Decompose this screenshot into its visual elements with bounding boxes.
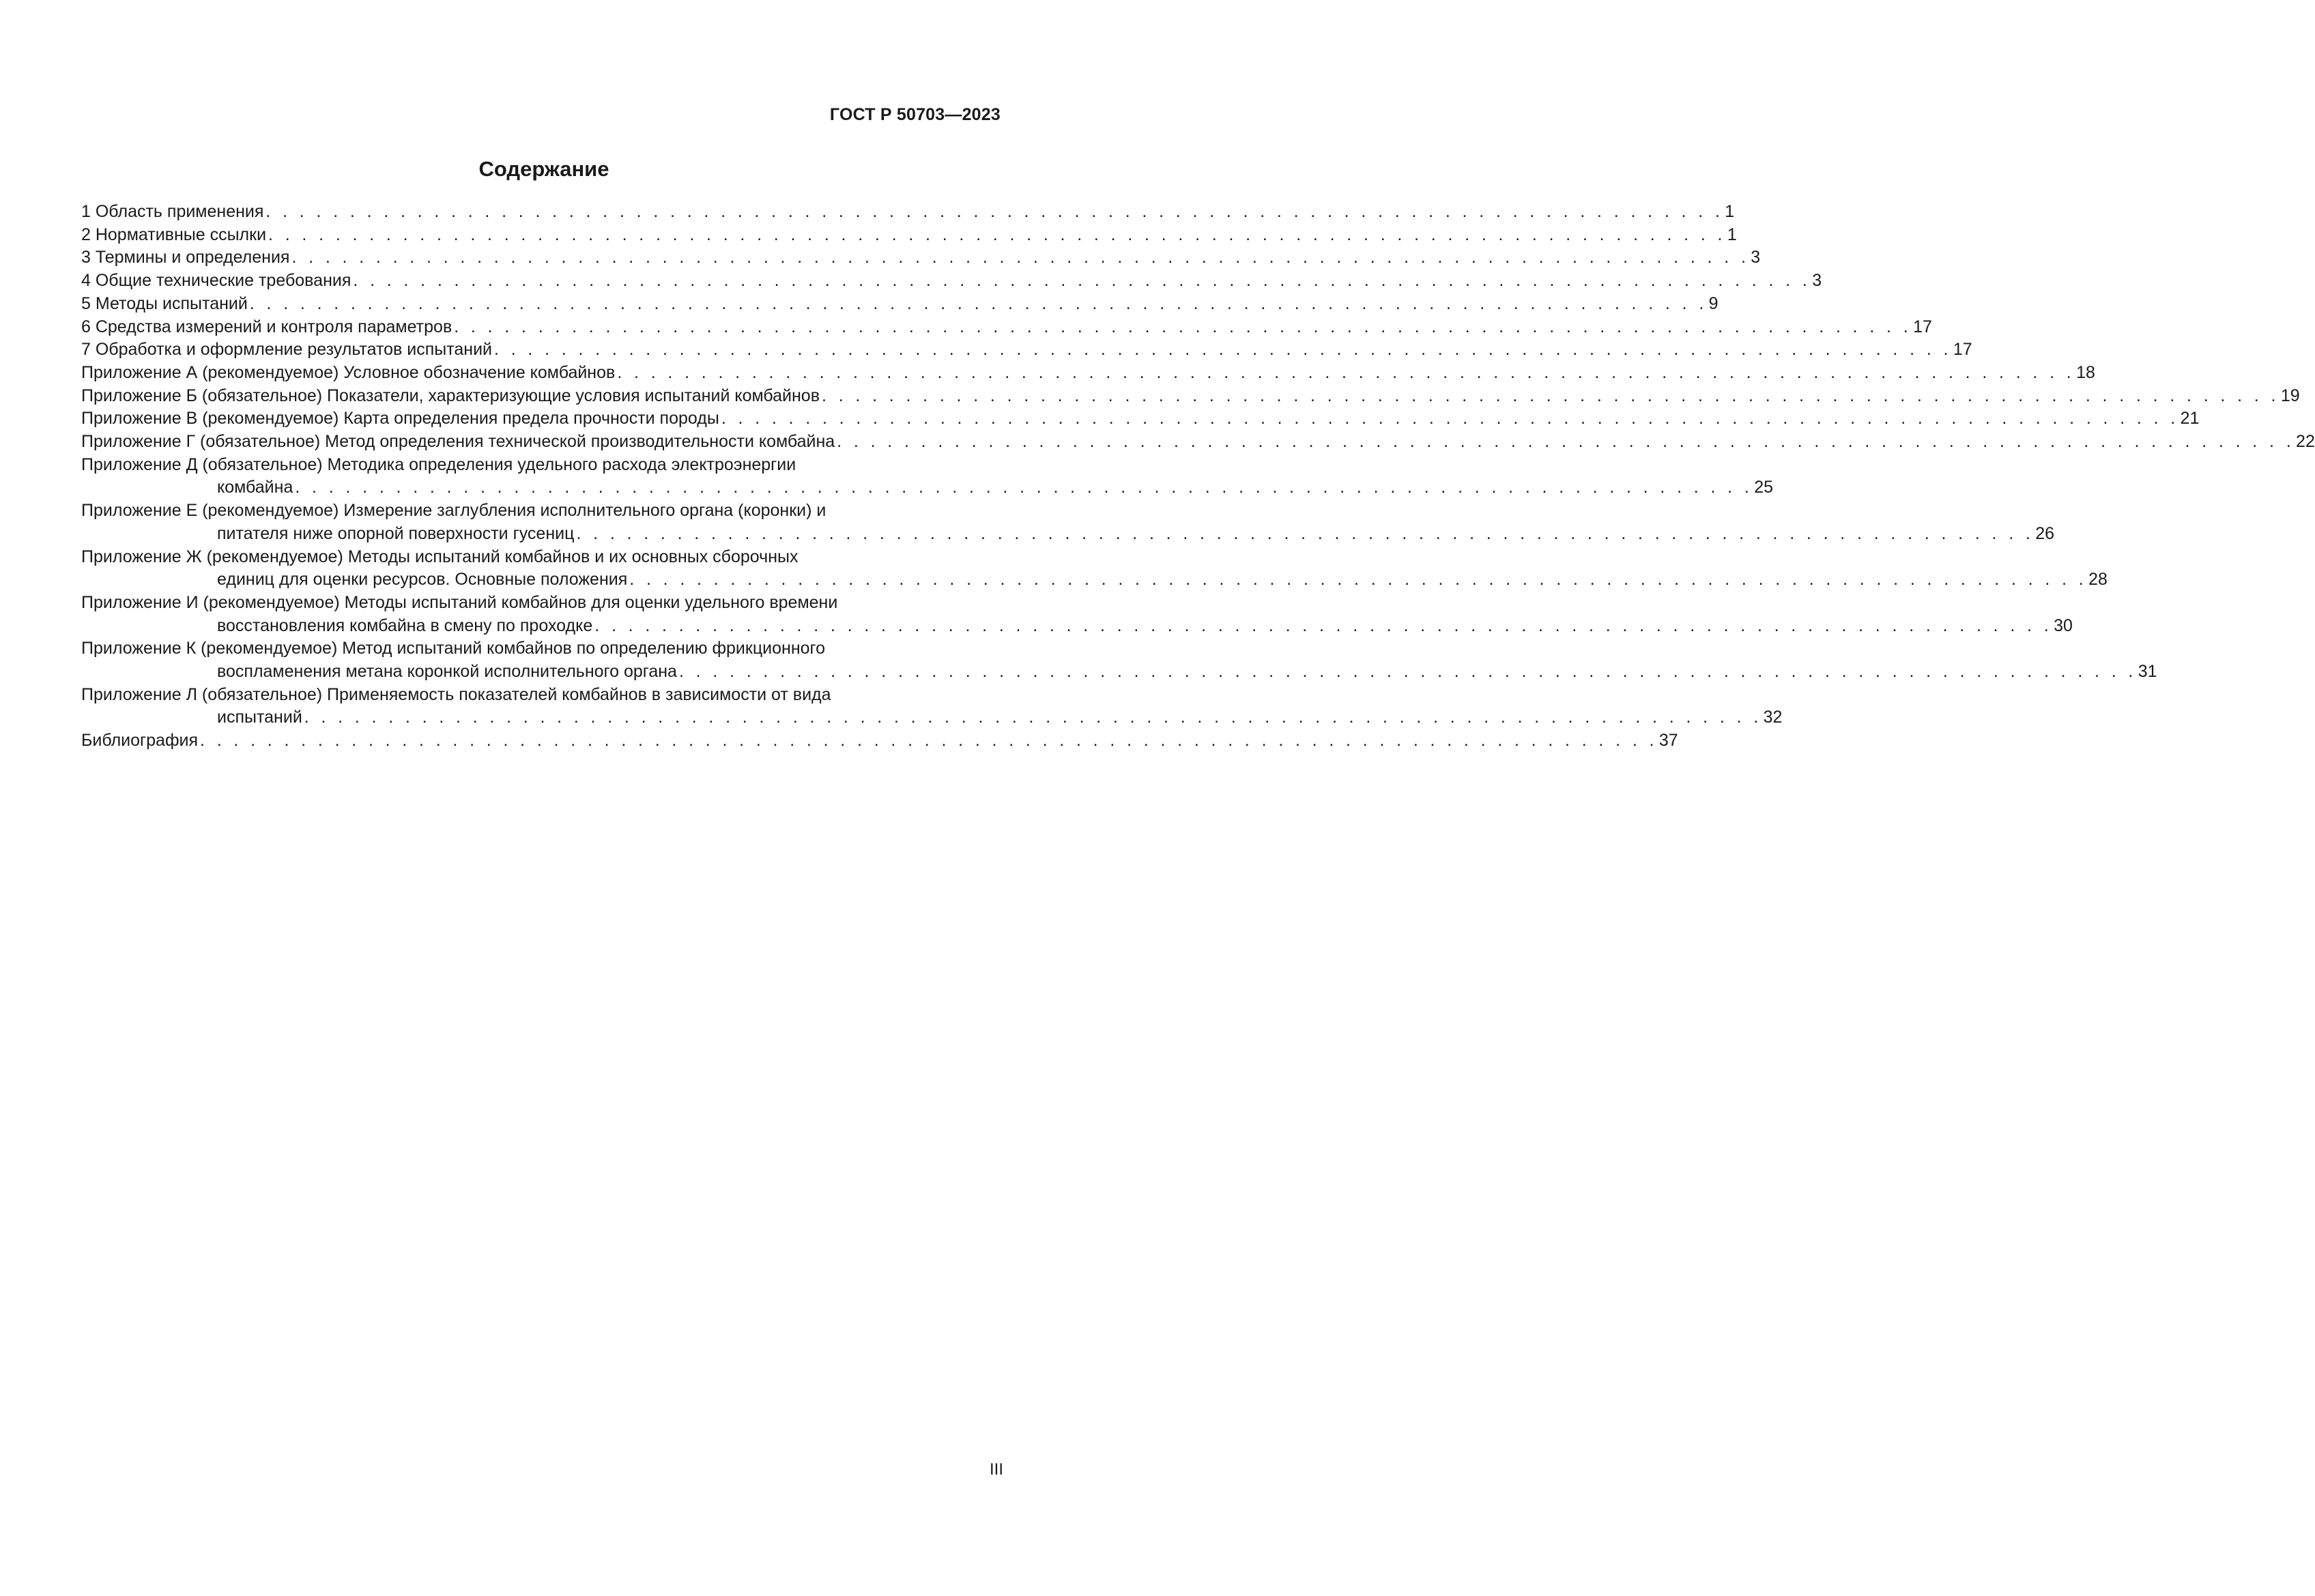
- toc-entry-text: Приложение Л (обязательное) Применяемость показателей комбайнов в зависимости от вида: [81, 684, 831, 704]
- toc-page-number: 17: [1953, 340, 1972, 360]
- toc-entry[interactable]: [81, 385, 2300, 408]
- toc-entry-line: [81, 729, 1678, 753]
- toc-page-number: 17: [1913, 317, 1932, 336]
- toc-entry[interactable]: [81, 362, 2095, 385]
- toc-entry-line: [81, 224, 1737, 247]
- toc-entry-text: Приложение Е (рекомендуемое) Измерение заглубления исполнительного органа (коронки) и: [81, 501, 826, 521]
- toc-page-number: 3: [1751, 248, 1761, 267]
- toc-title: Содержание: [478, 157, 609, 181]
- toc-entry-text: Приложение В (рекомендуемое) Карта определения предела прочности породы: [81, 409, 719, 429]
- toc-leader-dots: . . . . . . . . . . . . . . . . . . . . . . . . . . . . . . . . . . . . . . . . . . . . . . . . . . . . . . . . . . . . . . . . . . . . . . . . . . . . . . . . . . . . . . .: [576, 523, 2034, 543]
- toc-page-number: 22: [2296, 432, 2315, 452]
- toc-entry-text: комбайна: [217, 478, 293, 497]
- toc-entry-text: Библиография: [81, 731, 199, 751]
- toc-leader-dots: . . . . . . . . . . . . . . . . . . . . . . . . . . . . . . . . . . . . . . . . . . . . . . . . . . . . . . . . . . . . . . . . . . . . . . . . . . . . . . . . . . . . . . .: [822, 386, 2280, 405]
- toc-page-number: 28: [2088, 570, 2108, 590]
- toc-entry-text: воспламенения метана коронкой исполнительного органа: [217, 662, 677, 682]
- toc-entry-text: Приложение А (рекомендуемое) Условное обозначение комбайнов: [81, 362, 616, 382]
- toc-entry-line: [81, 454, 1001, 477]
- toc-entry-text: Приложение Б (обязательное) Показатели, характеризующие условия испытаний комбайнов: [81, 386, 820, 405]
- toc-entry-text: 6 Средства измерений и контроля параметров: [81, 317, 452, 336]
- toc-entry-text: единиц для оценки ресурсов. Основные положения: [217, 570, 628, 590]
- toc-leader-dots: . . . . . . . . . . . . . . . . . . . . . . . . . . . . . . . . . . . . . . . . . . . . . . . . . . . . . . . . . . . . . . . . . . . . . . . . . . . . . . . . . . . . . . .: [200, 731, 1658, 751]
- toc-page-number: 19: [2280, 386, 2300, 405]
- toc-leader-dots: . . . . . . . . . . . . . . . . . . . . . . . . . . . . . . . . . . . . . . . . . . . . . . . . . . . . . . . . . . . . . . . . . . . . . . . . . . . . . . . . . . . . . . .: [265, 202, 1724, 221]
- toc-entry[interactable]: [81, 729, 1678, 753]
- toc-page-number: 31: [2138, 662, 2157, 682]
- toc-page-number: 1: [1727, 224, 1737, 244]
- toc-leader-dots: . . . . . . . . . . . . . . . . . . . . . . . . . . . . . . . . . . . . . . . . . . . . . . . . . . . . . . . . . . . . . . . . . . . . . . . . . . . . . . . . . . . . . . .: [678, 662, 2137, 682]
- toc-entry[interactable]: [81, 270, 1822, 293]
- toc-entry[interactable]: [81, 316, 1932, 339]
- toc-entry[interactable]: [81, 201, 1735, 224]
- toc-entry-text: 4 Общие технические требования: [81, 271, 351, 291]
- toc-page-number: 18: [2076, 362, 2095, 382]
- toc-entry-line: [81, 684, 1001, 707]
- toc-entry-line: [81, 246, 1761, 270]
- toc-entry-text: 7 Обработка и оформление результатов испытаний: [81, 340, 493, 360]
- toc-entry[interactable]: [81, 637, 2157, 683]
- toc-leader-dots: . . . . . . . . . . . . . . . . . . . . . . . . . . . . . . . . . . . . . . . . . . . . . . . . . . . . . . . . . . . . . . . . . . . . . . . . . . . . . . . . . . . . . . .: [295, 478, 1753, 497]
- toc-entry-line: [81, 270, 1822, 293]
- toc-page-number: 25: [1754, 478, 1773, 497]
- toc-entry-text: питателя ниже опорной поверхности гусениц: [217, 523, 575, 543]
- toc-leader-dots: . . . . . . . . . . . . . . . . . . . . . . . . . . . . . . . . . . . . . . . . . . . . . . . . . . . . . . . . . . . . . . . . . . . . . . . . . . . . . . . . . . . . . . .: [617, 362, 2075, 382]
- toc-entry-text: Приложение К (рекомендуемое) Метод испытаний комбайнов по определению фрикционного: [81, 639, 826, 658]
- toc-leader-dots: . . . . . . . . . . . . . . . . . . . . . . . . . . . . . . . . . . . . . . . . . . . . . . . . . . . . . . . . . . . . . . . . . . . . . . . . . . . . . . . . . . . . . . .: [249, 293, 1708, 313]
- page-number: III: [989, 1460, 1003, 1479]
- toc-entry[interactable]: [81, 338, 1972, 362]
- toc-entry[interactable]: [81, 407, 2200, 431]
- toc-page-number: 26: [2035, 523, 2055, 543]
- toc-entry-continuation: [81, 615, 2073, 638]
- toc-leader-dots: . . . . . . . . . . . . . . . . . . . . . . . . . . . . . . . . . . . . . . . . . . . . . . . . . . . . . . . . . . . . . . . . . . . . . . . . . . . . . . . . . . . . . . .: [268, 224, 1726, 244]
- toc-leader-dots: . . . . . . . . . . . . . . . . . . . . . . . . . . . . . . . . . . . . . . . . . . . . . . . . . . . . . . . . . . . . . . . . . . . . . . . . . . . . . . . . . . . . . . .: [629, 570, 2088, 590]
- toc-page-number: 37: [1658, 731, 1678, 751]
- document-code: ГОСТ Р 50703—2023: [829, 105, 1001, 124]
- toc-entry-text: Приложение Ж (рекомендуемое) Методы испытаний комбайнов и их основных сборочных: [81, 547, 799, 566]
- toc-entry[interactable]: [81, 546, 2108, 592]
- toc-entry-text: 2 Нормативные ссылки: [81, 224, 267, 244]
- toc-leader-dots: . . . . . . . . . . . . . . . . . . . . . . . . . . . . . . . . . . . . . . . . . . . . . . . . . . . . . . . . . . . . . . . . . . . . . . . . . . . . . . . . . . . . . . .: [291, 248, 1750, 267]
- toc-entry[interactable]: [81, 224, 1737, 247]
- toc-entry-line: [81, 338, 1972, 362]
- toc-entry-line: [81, 637, 1001, 661]
- toc-entry-line: [81, 362, 2095, 385]
- toc-leader-dots: . . . . . . . . . . . . . . . . . . . . . . . . . . . . . . . . . . . . . . . . . . . . . . . . . . . . . . . . . . . . . . . . . . . . . . . . . . . . . . . . . . . . . . .: [353, 271, 1811, 291]
- toc-page-number: 3: [1812, 271, 1822, 291]
- toc-leader-dots: . . . . . . . . . . . . . . . . . . . . . . . . . . . . . . . . . . . . . . . . . . . . . . . . . . . . . . . . . . . . . . . . . . . . . . . . . . . . . . . . . . . . . . .: [304, 708, 1762, 727]
- toc-leader-dots: . . . . . . . . . . . . . . . . . . . . . . . . . . . . . . . . . . . . . . . . . . . . . . . . . . . . . . . . . . . . . . . . . . . . . . . . . . . . . . . . . . . . . . .: [837, 432, 2295, 452]
- toc-page-number: 21: [2180, 409, 2200, 429]
- toc-entry[interactable]: [81, 431, 2315, 454]
- toc-entry-text: 3 Термины и определения: [81, 248, 290, 267]
- toc-entry-continuation: [81, 568, 2108, 592]
- toc-entry-continuation: [81, 523, 2055, 546]
- toc-page-number: 9: [1708, 293, 1719, 313]
- toc-leader-dots: . . . . . . . . . . . . . . . . . . . . . . . . . . . . . . . . . . . . . . . . . . . . . . . . . . . . . . . . . . . . . . . . . . . . . . . . . . . . . . . . . . . . . . .: [721, 409, 2179, 429]
- toc-entry-line: [81, 201, 1735, 224]
- toc-entry-line: [81, 499, 1001, 523]
- toc-entry-text: восстановления комбайна в смену по проходке: [217, 615, 593, 635]
- toc-entry-text: 5 Методы испытаний: [81, 293, 248, 313]
- toc-entry-text: 1 Область применения: [81, 202, 264, 221]
- toc-entry-line: [81, 546, 1001, 569]
- toc-entry-continuation: [81, 706, 1783, 729]
- toc-entry-continuation: [81, 661, 2157, 684]
- toc-entry-line: [81, 316, 1932, 339]
- toc-entry[interactable]: [81, 293, 1719, 316]
- toc-page-number: 1: [1725, 202, 1735, 221]
- toc-entry-text: Приложение И (рекомендуемое) Методы испытаний комбайнов для оценки удельного времени: [81, 592, 838, 612]
- toc-entry[interactable]: [81, 592, 2073, 637]
- toc-leader-dots: . . . . . . . . . . . . . . . . . . . . . . . . . . . . . . . . . . . . . . . . . . . . . . . . . . . . . . . . . . . . . . . . . . . . . . . . . . . . . . . . . . . . . . .: [594, 615, 2053, 635]
- toc-entry[interactable]: [81, 684, 1783, 729]
- toc-entry-text: Приложение Д (обязательное) Методика определения удельного расхода электроэнергии: [81, 454, 796, 474]
- toc-leader-dots: . . . . . . . . . . . . . . . . . . . . . . . . . . . . . . . . . . . . . . . . . . . . . . . . . . . . . . . . . . . . . . . . . . . . . . . . . . . . . . . . . . . . . . .: [494, 340, 1952, 360]
- toc-leader-dots: . . . . . . . . . . . . . . . . . . . . . . . . . . . . . . . . . . . . . . . . . . . . . . . . . . . . . . . . . . . . . . . . . . . . . . . . . . . . . . . . . . . . . . .: [454, 317, 1912, 336]
- toc-entry-continuation: [81, 476, 1773, 499]
- toc-entry-text: испытаний: [217, 708, 302, 727]
- toc-entry[interactable]: [81, 499, 2055, 545]
- toc-entry-line: [81, 592, 1001, 615]
- toc-page-number: 30: [2054, 615, 2073, 635]
- toc-entry[interactable]: [81, 454, 1773, 499]
- toc-entry-text: Приложение Г (обязательное) Метод определения технической производительности комбайна: [81, 432, 835, 452]
- toc-entry-line: [81, 431, 2315, 454]
- toc-entry-line: [81, 385, 2300, 408]
- toc-entry[interactable]: [81, 246, 1761, 270]
- toc-entry-line: [81, 407, 2200, 431]
- table-of-contents: [81, 201, 2315, 753]
- toc-entry-line: [81, 293, 1719, 316]
- toc-page-number: 32: [1763, 708, 1783, 727]
